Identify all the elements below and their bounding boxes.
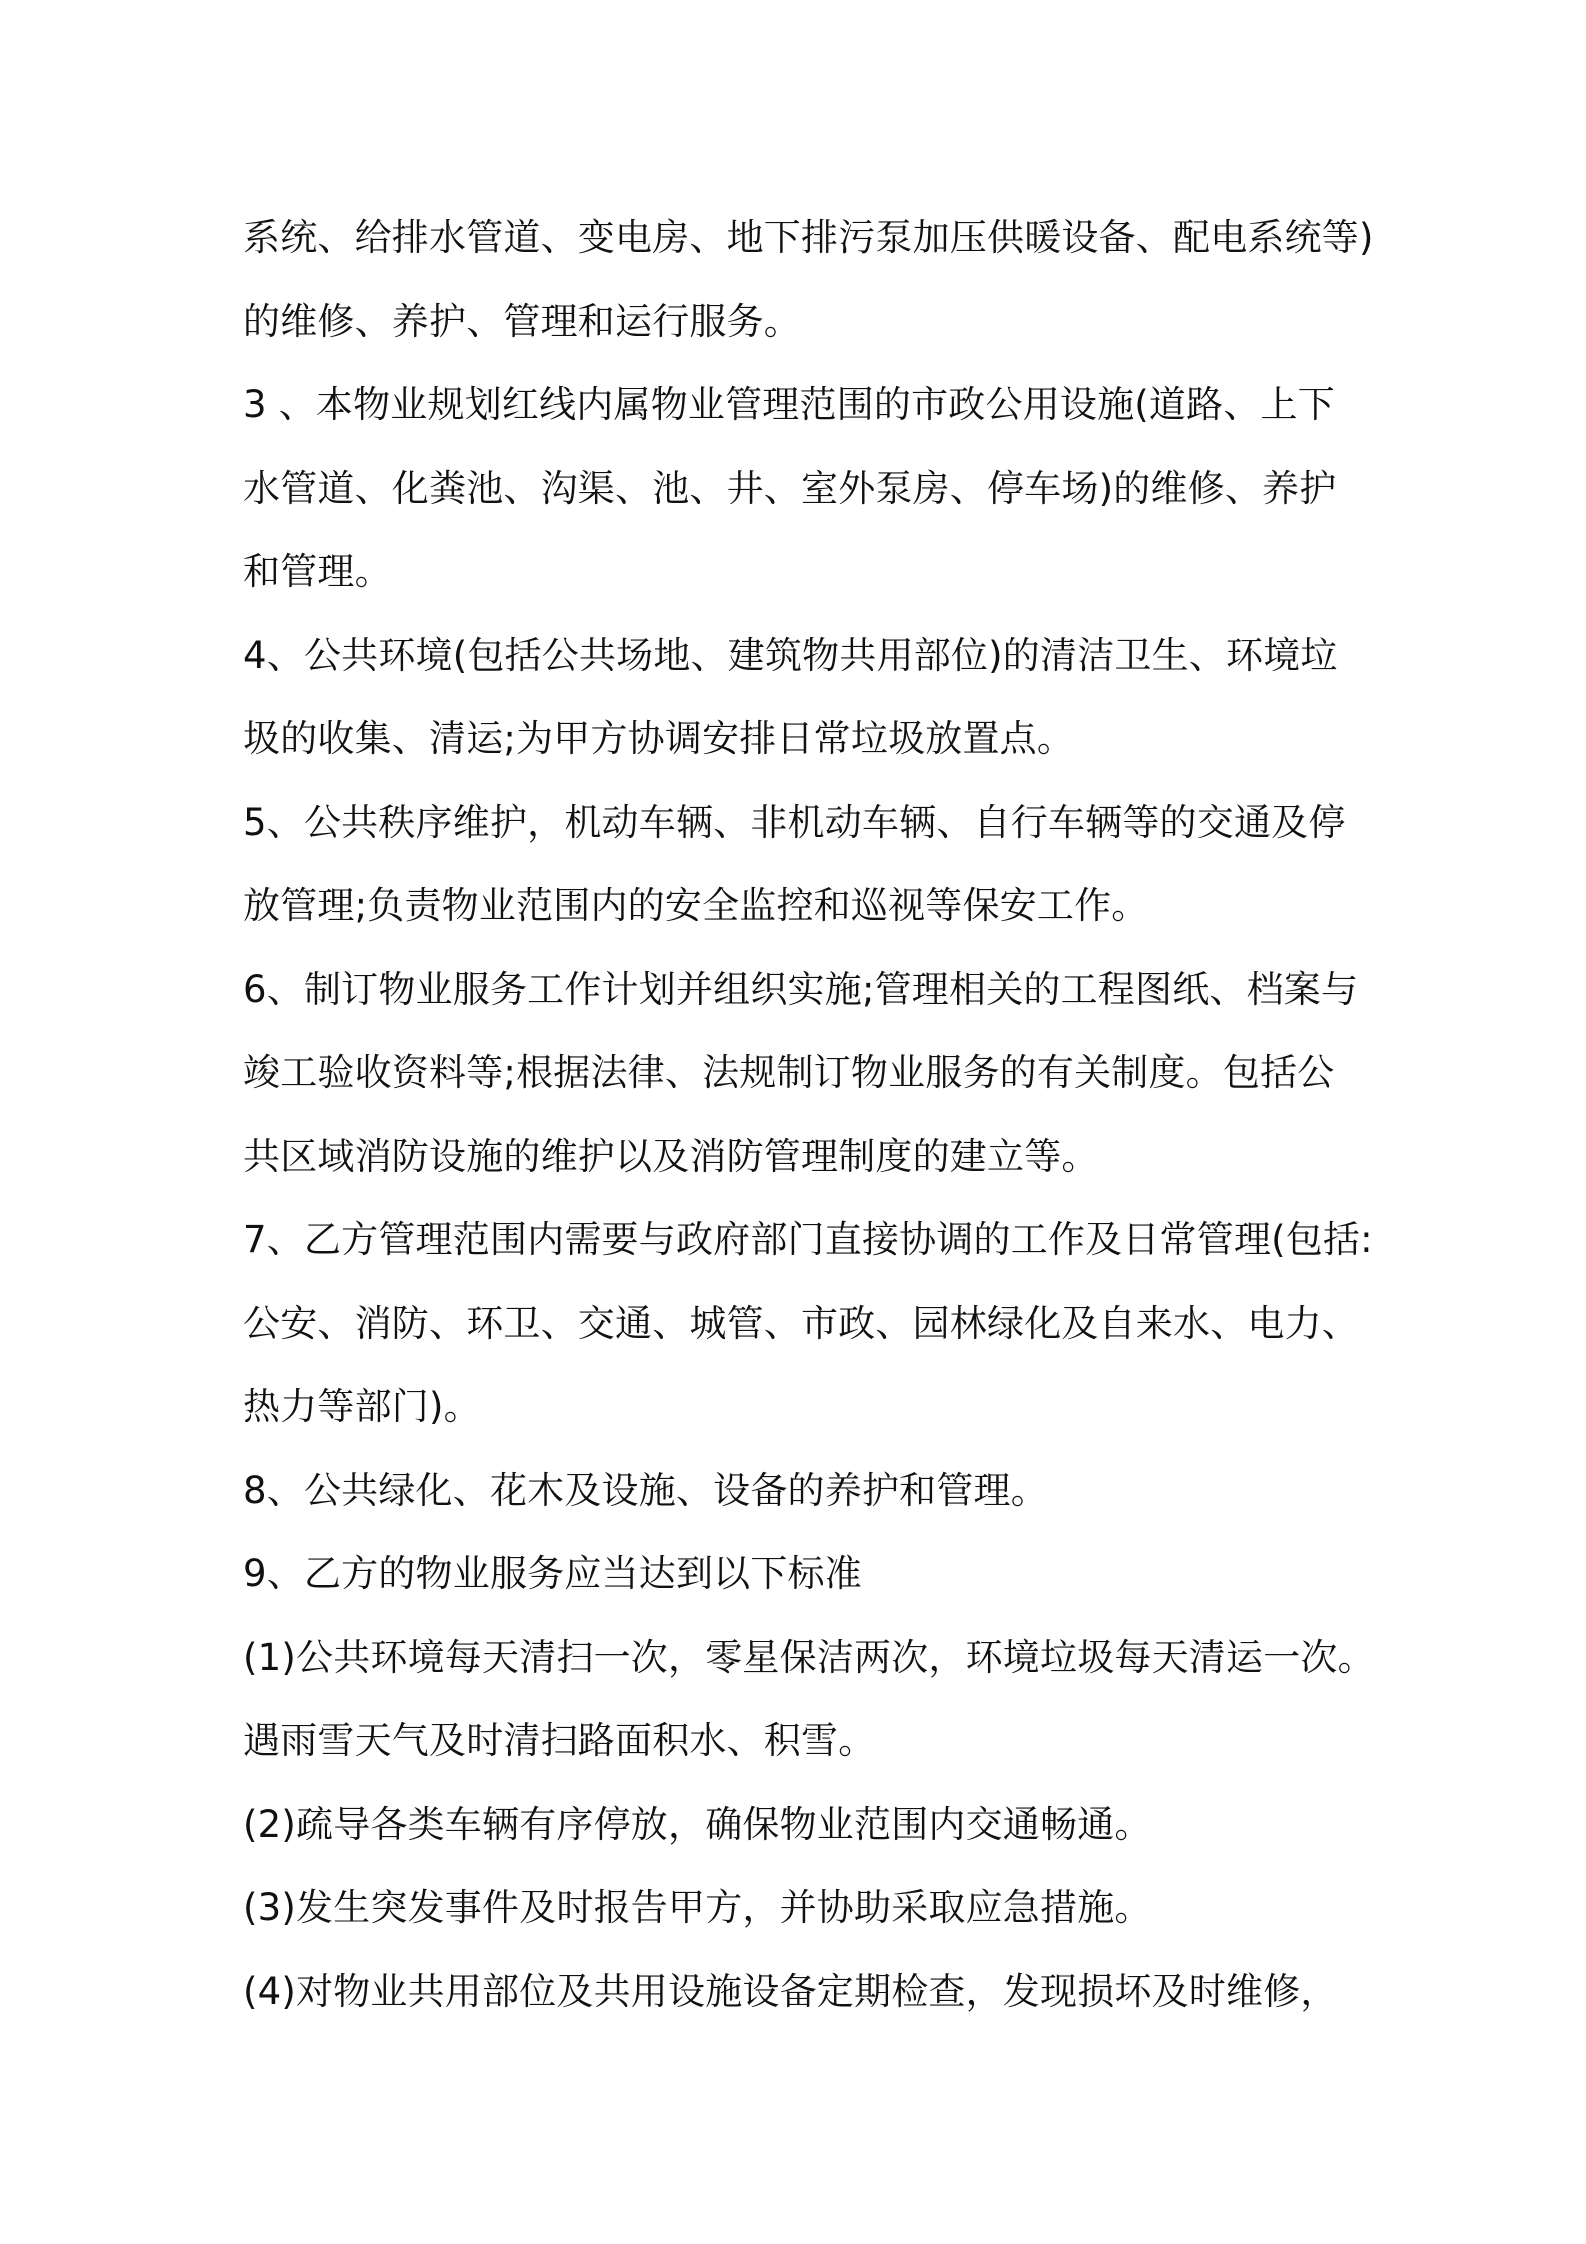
text-line: 7、乙方管理范围内需要与政府部门直接协调的工作及日常管理(包括: [243, 1218, 1373, 1261]
text-line: 的维修、养护、管理和运行服务。 [243, 299, 801, 343]
text-line: 9、乙方的物业服务应当达到以下标准 [243, 1552, 862, 1595]
text-line: 共区域消防设施的维护以及消防管理制度的建立等。 [243, 1134, 1099, 1178]
text-line: 3 、本物业规划红线内属物业管理范围的市政公用设施(道路、上下 [243, 383, 1335, 426]
text-line: 公安、消防、环卫、交通、城管、市政、园林绿化及自来水、电力、 [243, 1301, 1359, 1345]
document-body [243, 196, 1375, 2033]
text-line: (3)发生突发事件及时报告甲方，并协助采取应急措施。 [243, 1886, 1152, 1929]
text-line: 4、公共环境(包括公共场地、建筑物共用部位)的清洁卫生、环境垃 [243, 633, 1338, 677]
text-line: 放管理;负责物业范围内的安全监控和巡视等保安工作。 [243, 884, 1149, 927]
text-line: 系统、给排水管道、变电房、地下排污泵加压供暖设备、配电系统等) [243, 216, 1374, 259]
text-line: (2)疏导各类车辆有序停放，确保物业范围内交通畅通。 [243, 1802, 1152, 1846]
text-line: (1)公共环境每天清扫一次，零星保洁两次，环境垃圾每天清运一次。 [243, 1635, 1375, 1679]
text-line: 6、制订物业服务工作计划并组织实施;管理相关的工程图纸、档案与 [243, 967, 1359, 1011]
text-line: 5、公共秩序维护，机动车辆、非机动车辆、自行车辆等的交通及停 [243, 800, 1346, 844]
text-line: (4)对物业共用部位及共用设施设备定期检查，发现损坏及时维修， [243, 1969, 1338, 2013]
text-line: 遇雨雪天气及时清扫路面积水、积雪。 [243, 1719, 876, 1762]
text-line: 圾的收集、清运;为甲方协调安排日常垃圾放置点。 [243, 717, 1075, 760]
text-line: 水管道、化粪池、沟渠、池、井、室外泵房、停车场)的维修、养护 [243, 466, 1337, 510]
text-line: 8、公共绿化、花木及设施、设备的养护和管理。 [243, 1468, 1048, 1512]
text-line: 竣工验收资料等;根据法律、法规制订物业服务的有关制度。包括公 [243, 1051, 1335, 1094]
text-line: 和管理。 [243, 550, 392, 593]
text-line: 热力等部门)。 [243, 1385, 481, 1428]
